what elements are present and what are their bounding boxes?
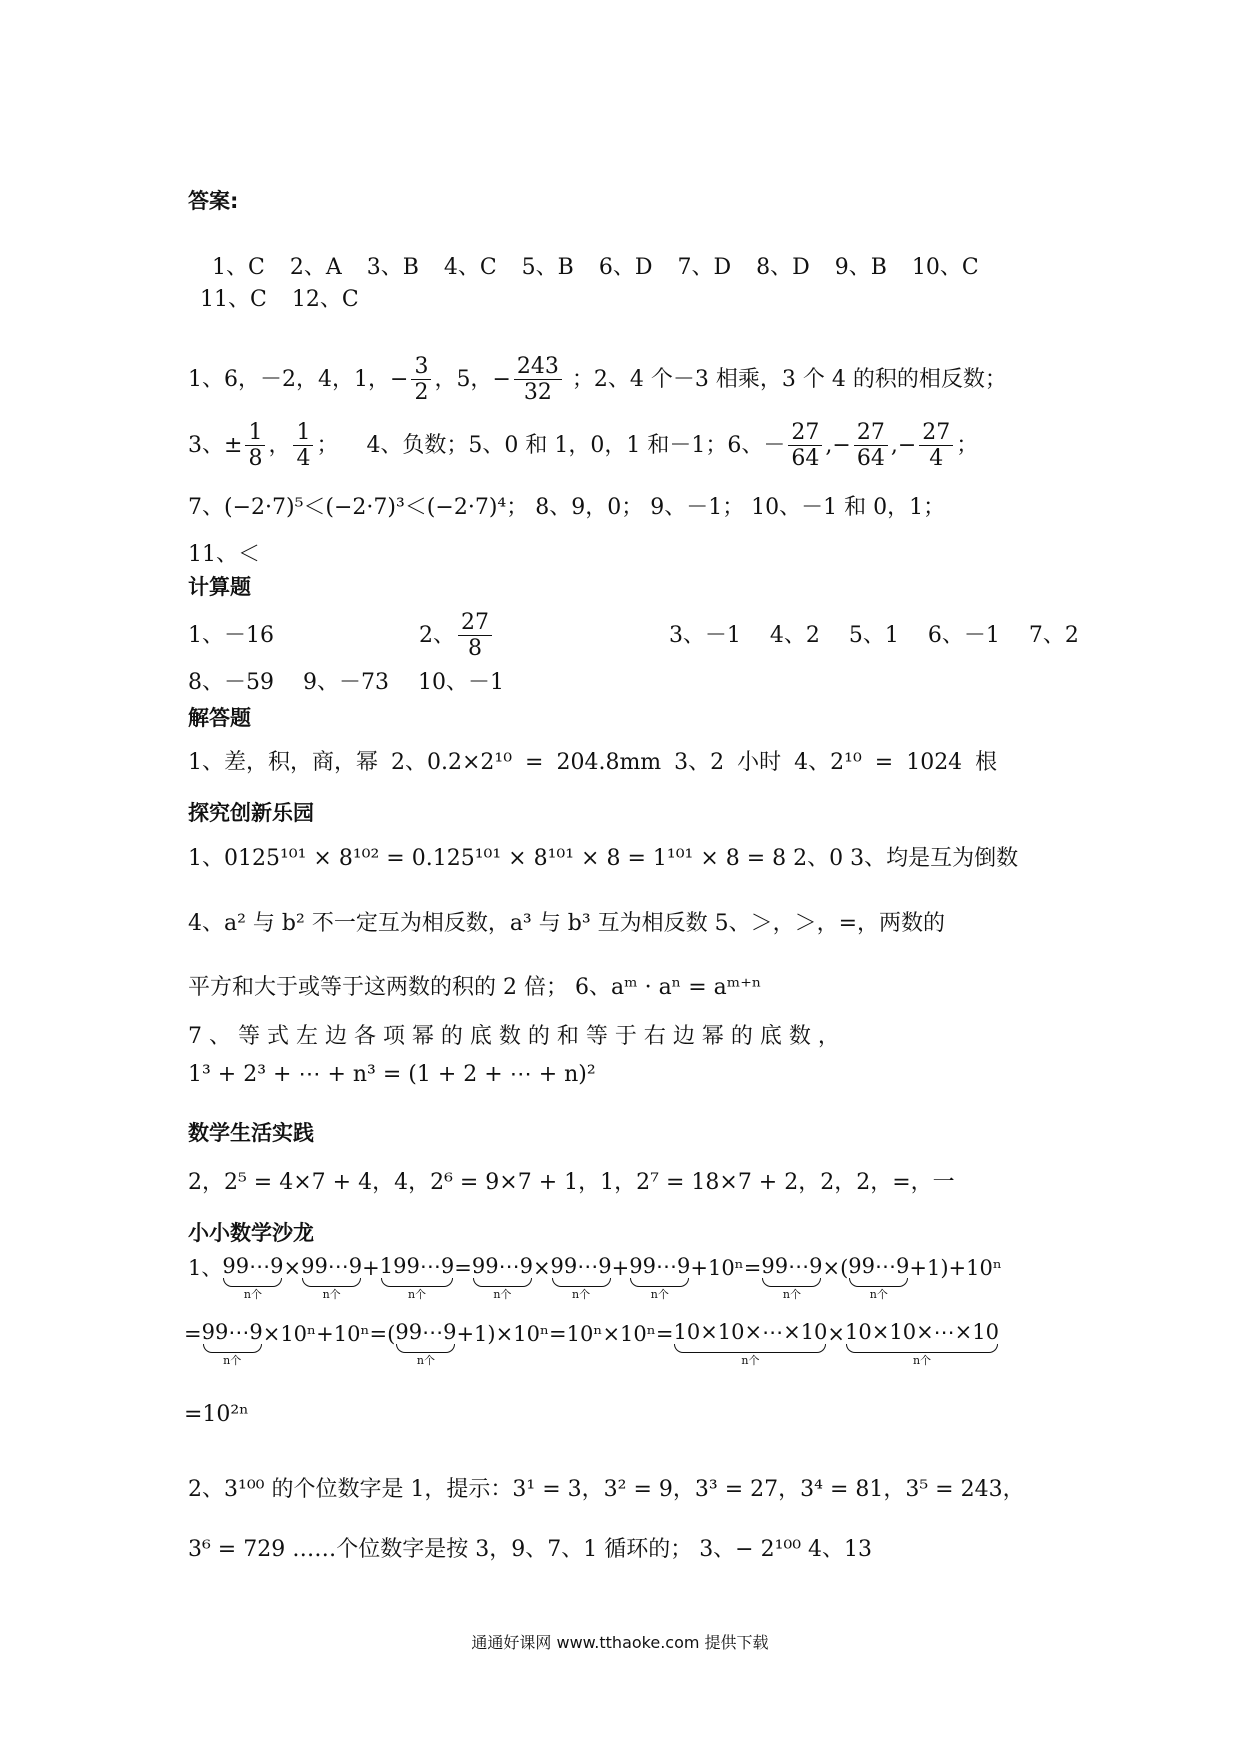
fraction-denominator: 4	[929, 446, 944, 472]
times-sign: ×	[495, 1322, 514, 1346]
ten-power-n: 10ⁿ	[707, 1256, 744, 1280]
underbrace-label: n个	[223, 1354, 242, 1367]
underbrace-label: n个	[741, 1354, 760, 1367]
fraction-27-8	[458, 610, 492, 662]
underbrace-term: 99⋯9	[848, 1254, 910, 1278]
underbrace-bracket	[849, 1278, 908, 1287]
calc-row-1-part-b: 2、	[418, 622, 455, 648]
equals-sign: =	[549, 1322, 567, 1346]
explore-row-5: 1³ + 2³ + ⋯ + n³ = (1 + 2 + ⋯ + n)²	[188, 1062, 596, 1087]
underbrace-term: 99⋯9	[550, 1254, 612, 1278]
fraction-243-32	[514, 354, 562, 406]
fraction-numerator: 3	[411, 354, 431, 380]
fraction-1-8	[245, 420, 265, 472]
explore-row-1: 1、0125¹⁰¹ × 8¹⁰² = 0.125¹⁰¹ × 8¹⁰¹ × 8 = 1¹⁰¹ × 8 = 8 2、0 3、均是互为倒数	[188, 846, 1019, 871]
proof-label: 1、	[188, 1256, 223, 1280]
calc-row-1-part-a: 1、－16	[188, 622, 274, 648]
underbrace-bracket	[630, 1278, 689, 1287]
fraction-27-64	[788, 420, 822, 472]
underbrace-label: n个	[322, 1288, 341, 1301]
practice-heading: 数学生活实践	[188, 1121, 314, 1145]
calc-row-1-part-c: 3、－1 4、2 5、1 6、－1 7、2	[668, 622, 1079, 648]
underbrace-term: 10×10×⋯×10	[845, 1320, 999, 1344]
plus-one-paren: +1)	[909, 1256, 949, 1280]
salon-heading: 小小数学沙龙	[188, 1221, 314, 1245]
underbrace-label: n个	[650, 1288, 669, 1301]
equals-sign: =	[743, 1256, 762, 1280]
salon-row-3: 3⁶ = 729 ……个位数字是按 3，9、7、1 循环的； 3、− 2¹⁰⁰ 4、13	[188, 1537, 873, 1562]
underbrace-label: n个	[572, 1288, 591, 1301]
fraction-27-64-second	[854, 420, 888, 472]
times-sign: ×	[532, 1256, 551, 1280]
underbrace-label: n个	[869, 1288, 888, 1301]
ten-power-n: 10ⁿ	[966, 1256, 1002, 1280]
fraction-numerator: 27	[854, 420, 888, 446]
equals-sign: =	[184, 1322, 202, 1346]
underbrace-one-nines	[380, 1256, 454, 1300]
underbrace-term: 10×10×⋯×10	[673, 1320, 828, 1344]
fraction-numerator: 27	[788, 420, 822, 446]
ten-power-n: 10ⁿ	[280, 1322, 317, 1346]
fraction-denominator: 8	[248, 446, 263, 472]
fill-answers-row-3: 7、(−2·7)⁵＜(−2·7)³＜(−2·7)⁴； 8、9，0； 9、－1； 10、－1 和 0，1；	[188, 495, 946, 520]
fraction-numerator: 1	[293, 420, 313, 446]
fraction-1-4	[293, 420, 313, 472]
underbrace-bracket	[381, 1278, 453, 1287]
underbrace-label: n个	[416, 1354, 435, 1367]
explore-row-4: 7 、 等 式 左 边 各 项 幂 的 底 数 的 和 等 于 右 边 幂 的 底 数 ，	[188, 1024, 840, 1049]
ten-power-n: 10ⁿ	[333, 1322, 370, 1346]
fraction-numerator: 243	[514, 354, 562, 380]
times-sign: ×	[283, 1256, 302, 1280]
plus-sign: +	[362, 1256, 380, 1280]
salon-proof-line-2	[184, 1322, 999, 1366]
underbrace-label: n个	[243, 1288, 262, 1301]
underbrace-bracket	[674, 1344, 826, 1353]
underbrace-bracket	[846, 1344, 998, 1353]
underbrace-nines	[551, 1256, 612, 1300]
fill-row-1-part-b: ，5，	[434, 366, 493, 392]
underbrace-bracket	[552, 1278, 611, 1287]
underbrace-nines	[301, 1256, 362, 1300]
ten-power-n: 10ⁿ	[513, 1322, 550, 1346]
underbrace-nines	[761, 1256, 822, 1300]
explore-row-2: 4、a² 与 b² 不一定互为相反数，a³ 与 b³ 互为相反数 5、＞，＞，=，两数的	[188, 911, 946, 936]
calc-answers-row-1	[188, 610, 1079, 662]
calc-answers-row-2: 8、－59 9、－73 10、－1	[188, 670, 504, 695]
plus-sign: +	[948, 1256, 967, 1280]
underbrace-bracket	[762, 1278, 821, 1287]
salon-proof-result: =10²ⁿ	[184, 1402, 249, 1427]
underbrace-bracket	[396, 1344, 455, 1353]
fill-answers-row-2: 3、± $\frac{1}{8}$ ， $\frac{1}{4}$ ； 4、负数；5、0 和 1，0，1 和－1；6、－ $\frac{27}{64}$ ,− $\frac{27}{64}$ ,− $\frac{27}{4}$ ；	[188, 420, 979, 472]
choice-answers-row-2: 11、C 12、C	[200, 287, 359, 312]
fill-row-2-part-b: 4、负数；5、0 和 1，0，1 和－1；6、－	[366, 432, 786, 458]
fraction-numerator: 1	[245, 420, 265, 446]
choice-answers-row-1: 1、C 2、A 3、B 4、C 5、B 6、D 7、D 8、D 9、B 10、C	[212, 255, 979, 280]
underbrace-label: n个	[493, 1288, 512, 1301]
times-sign: ×	[822, 1256, 841, 1280]
left-paren: (	[387, 1322, 396, 1346]
underbrace-tens	[673, 1322, 827, 1366]
underbrace-bracket	[302, 1278, 361, 1287]
explore-heading: 探究创新乐园	[188, 801, 314, 825]
plus-sign: +	[316, 1322, 334, 1346]
fill-row-2-part-a: 3、±	[188, 432, 243, 458]
left-paren: (	[840, 1256, 849, 1280]
underbrace-nines	[629, 1256, 690, 1300]
plus-sign: +	[611, 1256, 630, 1280]
fill-row-1-part-a: 1、6，－2，4，1，	[188, 366, 390, 392]
underbrace-tens	[845, 1322, 999, 1366]
times-sign: ×	[827, 1322, 846, 1346]
fraction-27-4	[919, 420, 953, 472]
practice-row-1: 2，2⁵ = 4×7 + 4，4，2⁶ = 9×7 + 1，1，2⁷ = 18×7 + 2，2，2，=，一	[188, 1170, 955, 1195]
underbrace-label: n个	[782, 1288, 801, 1301]
underbrace-nines	[395, 1322, 456, 1366]
underbrace-nines	[202, 1322, 263, 1366]
times-sign: ×	[262, 1322, 281, 1346]
underbrace-label: n个	[912, 1354, 932, 1367]
underbrace-nines	[472, 1256, 533, 1300]
underbrace-bracket	[473, 1278, 532, 1287]
fraction-denominator: 4	[296, 446, 311, 472]
underbrace-nines	[222, 1256, 283, 1300]
underbrace-term: 99⋯9	[222, 1254, 284, 1278]
underbrace-bracket	[223, 1278, 282, 1287]
plus-one-paren: +1)	[456, 1322, 496, 1346]
underbrace-term: 99⋯9	[395, 1320, 457, 1344]
fill-answers-row-4: 11、＜	[188, 542, 260, 567]
underbrace-term: 99⋯9	[629, 1254, 691, 1278]
fraction-denominator: 64	[856, 446, 885, 472]
explore-row-3: 平方和大于或等于这两数的积的 2 倍； 6、aᵐ · aⁿ = aᵐ⁺ⁿ	[188, 975, 762, 1000]
fraction-denominator: 2	[414, 380, 429, 406]
answer-row-1: 1、差，积，商，幂 2、0.2×2¹⁰ = 204.8mm 3、2 小时 4、2¹⁰ = 1024 根	[188, 750, 998, 775]
underbrace-term: 99⋯9	[471, 1254, 533, 1278]
fraction-numerator: 27	[919, 420, 953, 446]
fraction-numerator: 27	[458, 610, 492, 636]
underbrace-nines	[848, 1256, 909, 1300]
fraction-denominator: 64	[791, 446, 820, 472]
equals-sign: =	[454, 1256, 472, 1280]
fraction-denominator: 32	[523, 380, 552, 406]
fraction-denominator: 8	[467, 636, 482, 662]
salon-row-2: 2、3¹⁰⁰ 的个位数字是 1，提示：3¹ = 3，3² = 9，3³ = 27，3⁴ = 81，3⁵ = 243，	[188, 1477, 1025, 1502]
fill-answers-row-1: 1、6，－2，4，1，− $\frac{3}{2}$ ，5，− $\frac{243}{32}$ ；2、4 个－3 相乘，3 个 4 的积的相反数；	[188, 354, 1007, 406]
underbrace-label: n个	[407, 1288, 427, 1301]
equals-sign: =	[655, 1322, 674, 1346]
equals-sign: =	[369, 1322, 388, 1346]
answer-heading: 解答题	[188, 706, 251, 730]
footer-credit: 通通好课网 www.tthaoke.com 提供下载	[471, 1633, 769, 1652]
underbrace-bracket	[203, 1344, 262, 1353]
salon-proof-line-1	[188, 1256, 1002, 1300]
calc-heading: 计算题	[188, 575, 251, 599]
underbrace-term: 199⋯9	[379, 1254, 455, 1278]
plus-sign: +	[690, 1256, 708, 1280]
ten-n-times-ten-n: 10ⁿ×10ⁿ	[566, 1322, 656, 1346]
underbrace-term: 99⋯9	[201, 1320, 263, 1344]
fill-row-1-part-c: ；2、4 个－3 相乘，3 个 4 的积的相反数；	[571, 366, 1007, 392]
underbrace-term: 99⋯9	[761, 1254, 823, 1278]
underbrace-term: 99⋯9	[301, 1254, 363, 1278]
fraction-3-2	[411, 354, 431, 406]
answer-title: 答案:	[188, 189, 239, 213]
